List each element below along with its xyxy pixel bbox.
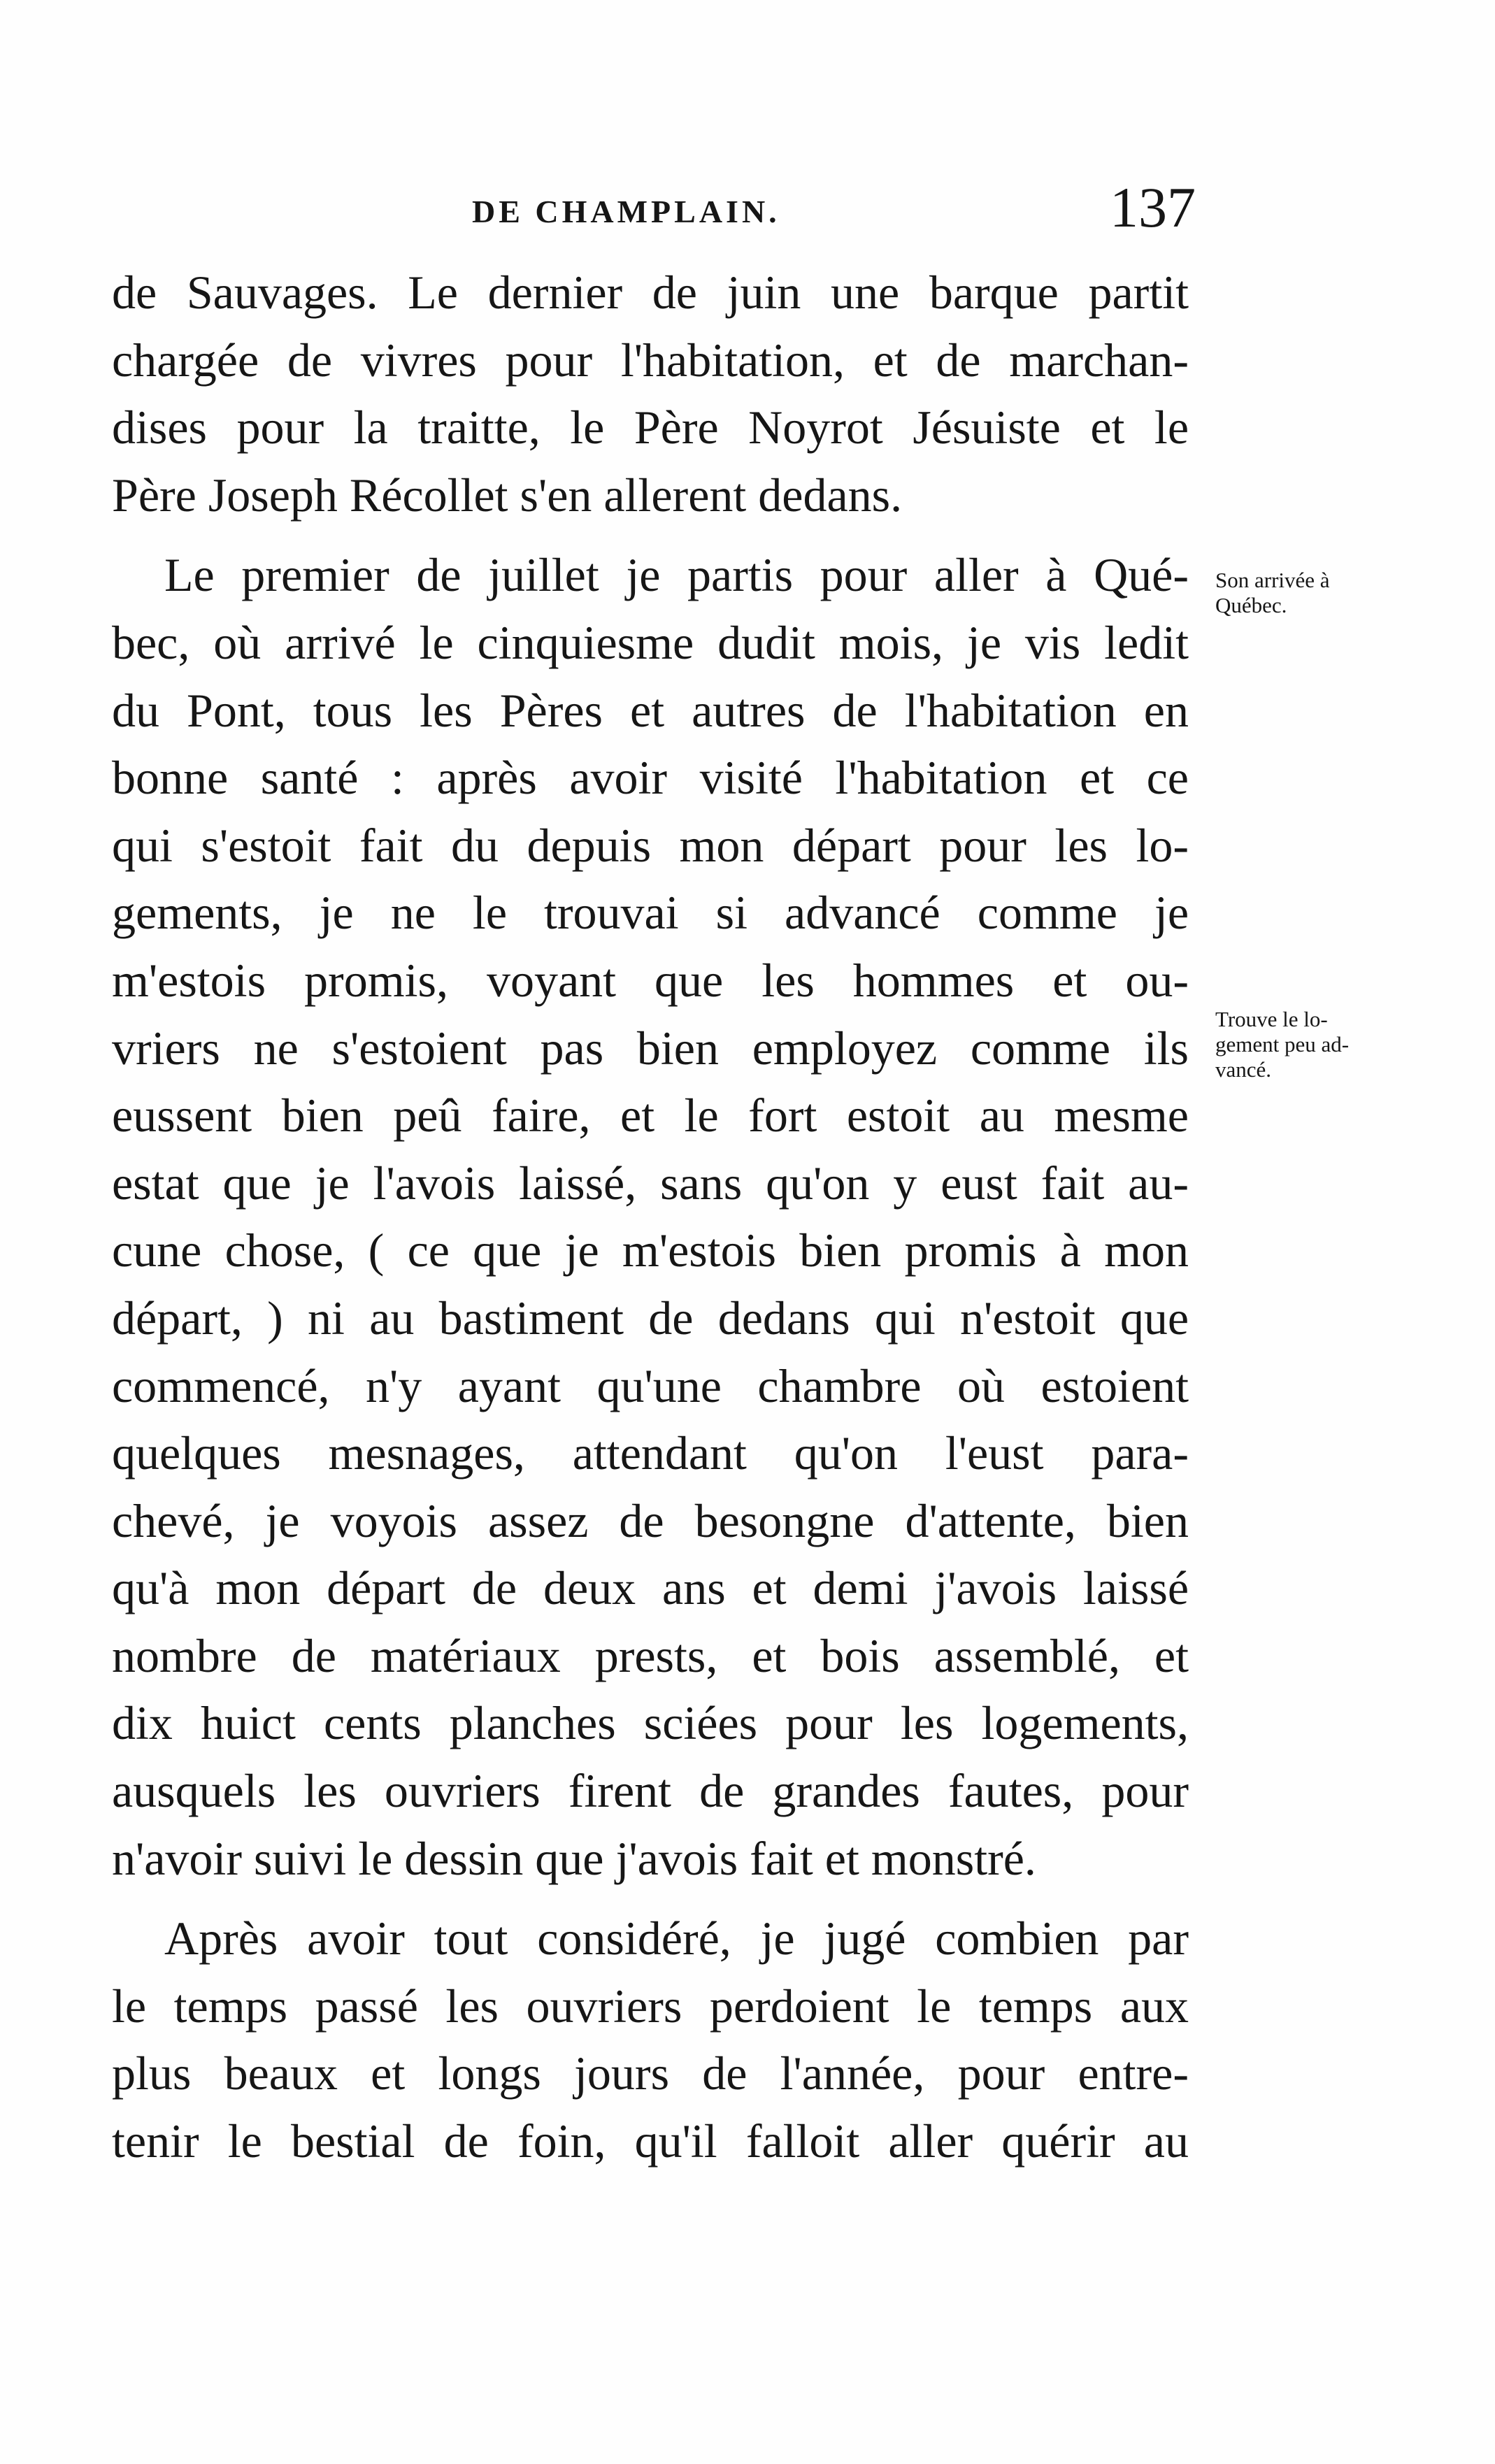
text-line: commencé, n'y ayant qu'une chambre où estoient	[112, 1359, 1189, 1412]
text-line: Le premier de juillet je partis pour aller à Qué-	[164, 548, 1189, 602]
text-line: eussent bien peû faire, et le fort estoit au mesme	[112, 1089, 1189, 1143]
text-line: estat que je l'avois laissé, sans qu'on y eust fait au-	[112, 1156, 1189, 1210]
page-number: 137	[1110, 176, 1196, 239]
text-line: qu'à mon départ de deux ans et demi j'avois laissé	[112, 1561, 1189, 1615]
text-line: chevé, je voyois assez de besongne d'attente, bien	[112, 1494, 1189, 1547]
text-line: chargée de vivres pour l'habitation, et de marchan-	[112, 333, 1189, 387]
margin-note-line: Québec.	[1215, 593, 1287, 617]
running-title: DE CHAMPLAIN.	[472, 194, 780, 229]
body-text	[112, 259, 1189, 2175]
text-line: tenir le bestial de foin, qu'il falloit aller quérir au	[112, 2114, 1189, 2168]
text-line: cune chose, ( ce que je m'estois bien promis à mon	[112, 1224, 1189, 1277]
margin-note-line: Son arrivée à	[1215, 568, 1330, 592]
text-line: Père Joseph Récollet s'en allerent dedans.	[112, 468, 903, 522]
text-line: de Sauvages. Le dernier de juin une barque partit	[112, 266, 1189, 319]
paragraph-3	[112, 1905, 1189, 2175]
text-line: gements, je ne le trouvai si advancé comme je	[112, 886, 1189, 940]
text-line: bonne santé : après avoir visité l'habitation et ce	[112, 751, 1189, 805]
margin-note-line: vancé.	[1215, 1057, 1272, 1082]
text-line: plus beaux et longs jours de l'année, pour entre-	[112, 2047, 1189, 2100]
paragraph-2	[112, 541, 1189, 1892]
text-line: ausquels les ouvriers firent de grandes fautes, pour	[112, 1764, 1189, 1818]
text-line: dises pour la traitte, le Père Noyrot Jésuiste et le	[112, 401, 1189, 454]
text-line: départ, ) ni au bastiment de dedans qui n'estoit que	[112, 1291, 1189, 1345]
text-line: dix huict cents planches sciées pour les logements,	[112, 1696, 1189, 1750]
margin-note-line: Trouve le lo-	[1215, 1007, 1328, 1031]
text-line: vriers ne s'estoient pas bien employez comme ils	[112, 1021, 1189, 1075]
margin-note-lodging	[1215, 1007, 1397, 1082]
text-line: n'avoir suivi le dessin que j'avois fait et monstré.	[112, 1831, 1036, 1885]
margin-note-line: gement peu ad-	[1215, 1032, 1350, 1056]
text-line: nombre de matériaux prests, et bois assemblé, et	[112, 1628, 1189, 1682]
margin-note-arrival	[1215, 568, 1397, 618]
text-line: m'estois promis, voyant que les hommes et ou-	[112, 953, 1189, 1007]
text-line: le temps passé les ouvriers perdoient le temps aux	[112, 1979, 1189, 2033]
text-line: du Pont, tous les Pères et autres de l'habitation en	[112, 683, 1189, 737]
text-line: quelques mesnages, attendant qu'on l'eust para-	[112, 1426, 1189, 1480]
text-line: Après avoir tout considéré, je jugé combien par	[164, 1912, 1189, 1965]
running-head	[119, 176, 1210, 250]
text-line: bec, où arrivé le cinquiesme dudit mois, je vis ledit	[112, 615, 1189, 669]
text-line: qui s'estoit fait du depuis mon départ pour les lo-	[112, 818, 1189, 872]
paragraph-1	[112, 259, 1189, 529]
